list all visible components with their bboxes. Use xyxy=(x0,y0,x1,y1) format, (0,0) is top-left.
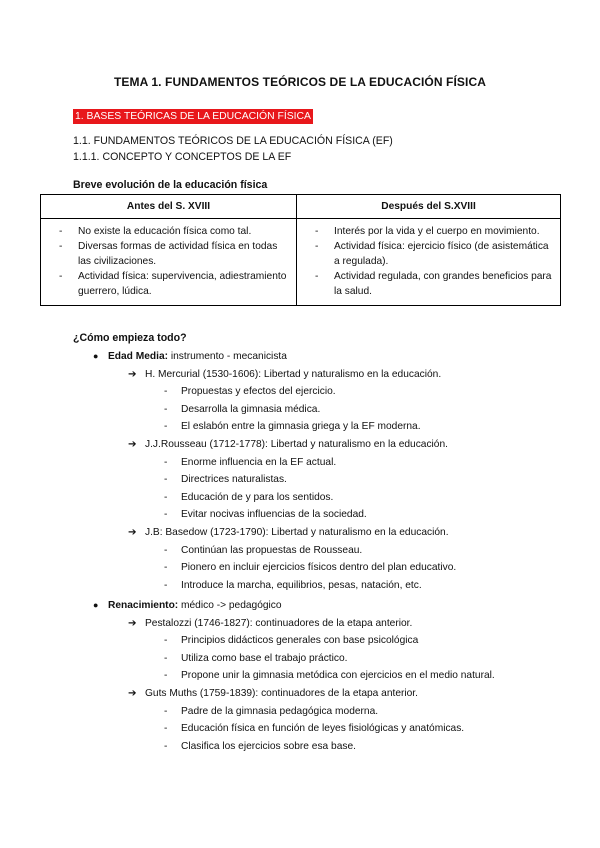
author-point xyxy=(164,704,379,719)
era-item xyxy=(93,349,287,364)
author-point xyxy=(164,721,465,736)
author-point xyxy=(164,419,421,434)
author-item xyxy=(128,437,448,452)
dash-bullet: - xyxy=(164,386,168,398)
author-text: J.J.Rousseau (1712-1778): Libertad y naturalismo en la educación. xyxy=(145,439,448,450)
bullet-dot-icon: ● xyxy=(93,351,99,361)
point-text: Directrices naturalistas. xyxy=(181,474,287,486)
page-title: TEMA 1. FUNDAMENTOS TEÓRICOS DE LA EDUCACIÓN FÍSICA xyxy=(113,75,486,89)
before-cell xyxy=(41,219,297,306)
subsection-heading: 1.1. FUNDAMENTOS TEÓRICOS DE LA EDUCACIÓN FÍSICA (EF) xyxy=(73,135,393,147)
author-point xyxy=(164,633,419,648)
point-text: Evitar nocivas influencias de la sociedad. xyxy=(181,509,367,521)
arrow-right-icon: ➔ xyxy=(128,368,137,380)
point-text: Clasifica los ejercicios sobre esa base. xyxy=(181,740,356,752)
table-header-row xyxy=(41,195,561,219)
dash-bullet: - xyxy=(315,241,319,252)
dash-bullet: - xyxy=(164,705,168,717)
author-point xyxy=(164,739,356,754)
author-point xyxy=(164,490,334,505)
before-item xyxy=(59,269,288,299)
author-text: H. Mercurial (1530-1606): Libertad y naturalismo en la educación. xyxy=(145,368,442,380)
after-list xyxy=(315,224,552,299)
header-before: Antes del S. XVIII xyxy=(41,195,297,219)
dash-bullet: - xyxy=(164,652,168,664)
author-text: Pestalozzi (1746-1827): continuadores de la etapa anterior. xyxy=(145,617,413,629)
evolution-table xyxy=(40,194,561,306)
point-text: Enorme influencia en la EF actual. xyxy=(181,456,337,468)
author-item xyxy=(128,616,413,631)
author-point xyxy=(164,560,457,575)
point-text: Educación física en función de leyes fisiológicas y anatómicas. xyxy=(181,723,465,735)
section-heading-highlighted: 1. BASES TEÓRICAS DE LA EDUCACIÓN FÍSICA xyxy=(75,111,311,122)
point-text: Propone unir la gimnasia metódica con ejercicios en el medio natural. xyxy=(181,670,495,682)
dash-bullet: - xyxy=(315,226,319,237)
point-text: Principios didácticos generales con base psicológica xyxy=(181,635,419,647)
after-cell xyxy=(297,219,561,306)
point-text: Desarrolla la gimnasia médica. xyxy=(181,403,321,415)
author-point xyxy=(164,455,337,470)
author-item xyxy=(128,525,449,540)
point-text: Pionero en incluir ejercicios físicos dentro del plan educativo. xyxy=(181,562,457,574)
after-item xyxy=(315,224,552,239)
dash-bullet: - xyxy=(164,421,168,433)
point-text: Utiliza como base el trabajo práctico. xyxy=(181,652,348,664)
author-point xyxy=(164,543,363,558)
bullet-dot-icon: ● xyxy=(93,600,99,610)
after-item xyxy=(315,269,552,299)
dash-bullet: - xyxy=(59,241,63,252)
dash-bullet: - xyxy=(164,403,168,415)
before-item xyxy=(59,239,288,269)
after-item-text: Actividad regulada, con grandes beneficios para la salud. xyxy=(334,271,552,297)
author-point xyxy=(164,651,348,666)
dash-bullet: - xyxy=(164,562,168,574)
dash-bullet: - xyxy=(164,491,168,503)
dash-bullet: - xyxy=(164,635,168,647)
point-text: El eslabón entre la gimnasia griega y la EF moderna. xyxy=(181,421,421,433)
dash-bullet: - xyxy=(164,670,168,682)
dash-bullet: - xyxy=(315,271,319,282)
era-description: instrumento - mecanicista xyxy=(168,351,287,362)
point-text: Propuestas y efectos del ejercicio. xyxy=(181,386,336,398)
table-caption: Breve evolución de la educación física xyxy=(73,179,268,191)
arrow-right-icon: ➔ xyxy=(128,439,137,450)
dash-bullet: - xyxy=(164,474,168,486)
dash-bullet: - xyxy=(164,509,168,521)
point-text: Educación de y para los sentidos. xyxy=(181,491,334,503)
after-item-text: Actividad física: ejercicio físico (de asistemática a regulada). xyxy=(334,241,549,267)
author-point xyxy=(164,402,321,417)
point-text: Introduce la marcha, equilibrios, pesas, natación, etc. xyxy=(181,579,422,591)
subsubsection-heading: 1.1.1. CONCEPTO Y CONCEPTOS DE LA EF xyxy=(73,151,292,163)
before-item-text: No existe la educación física como tal. xyxy=(78,226,252,237)
after-item-text: Interés por la vida y el cuerpo en movimiento. xyxy=(334,226,540,237)
header-after: Después del S.XVIII xyxy=(297,195,561,219)
after-item xyxy=(315,239,552,269)
author-point xyxy=(164,384,336,399)
dash-bullet: - xyxy=(164,579,168,591)
before-item xyxy=(59,224,288,239)
author-point xyxy=(164,472,287,487)
before-item-text: Diversas formas de actividad física en todas las civilizaciones. xyxy=(78,241,278,267)
author-item xyxy=(128,686,418,701)
dash-bullet: - xyxy=(164,723,168,735)
dash-bullet: - xyxy=(164,544,168,556)
era-description: médico -> pedagógico xyxy=(178,600,282,611)
author-text: Guts Muths (1759-1839): continuadores de la etapa anterior. xyxy=(145,688,418,699)
arrow-right-icon: ➔ xyxy=(128,527,137,538)
era-item xyxy=(93,598,282,613)
era-name: Edad Media: xyxy=(108,351,169,362)
point-text: Padre de la gimnasia pedagógica moderna. xyxy=(181,705,379,717)
dash-bullet: - xyxy=(59,226,63,237)
point-text: Continúan las propuestas de Rousseau. xyxy=(181,544,363,556)
table-row xyxy=(41,219,561,306)
author-point xyxy=(164,507,367,522)
before-item-text: Actividad física: supervivencia, adiestramiento guerrero, lúdica. xyxy=(78,271,287,297)
dash-bullet: - xyxy=(164,456,168,468)
era-name: Renacimiento: xyxy=(108,600,179,611)
dash-bullet: - xyxy=(59,271,63,282)
author-point xyxy=(164,668,495,683)
arrow-right-icon: ➔ xyxy=(128,617,137,629)
author-text: J.B: Basedow (1723-1790): Libertad y naturalismo en la educación. xyxy=(145,527,449,538)
outline-question: ¿Cómo empieza todo? xyxy=(73,332,187,344)
arrow-right-icon: ➔ xyxy=(128,688,137,699)
before-list xyxy=(59,224,288,299)
author-item xyxy=(128,367,442,382)
author-point xyxy=(164,578,422,593)
dash-bullet: - xyxy=(164,740,168,752)
